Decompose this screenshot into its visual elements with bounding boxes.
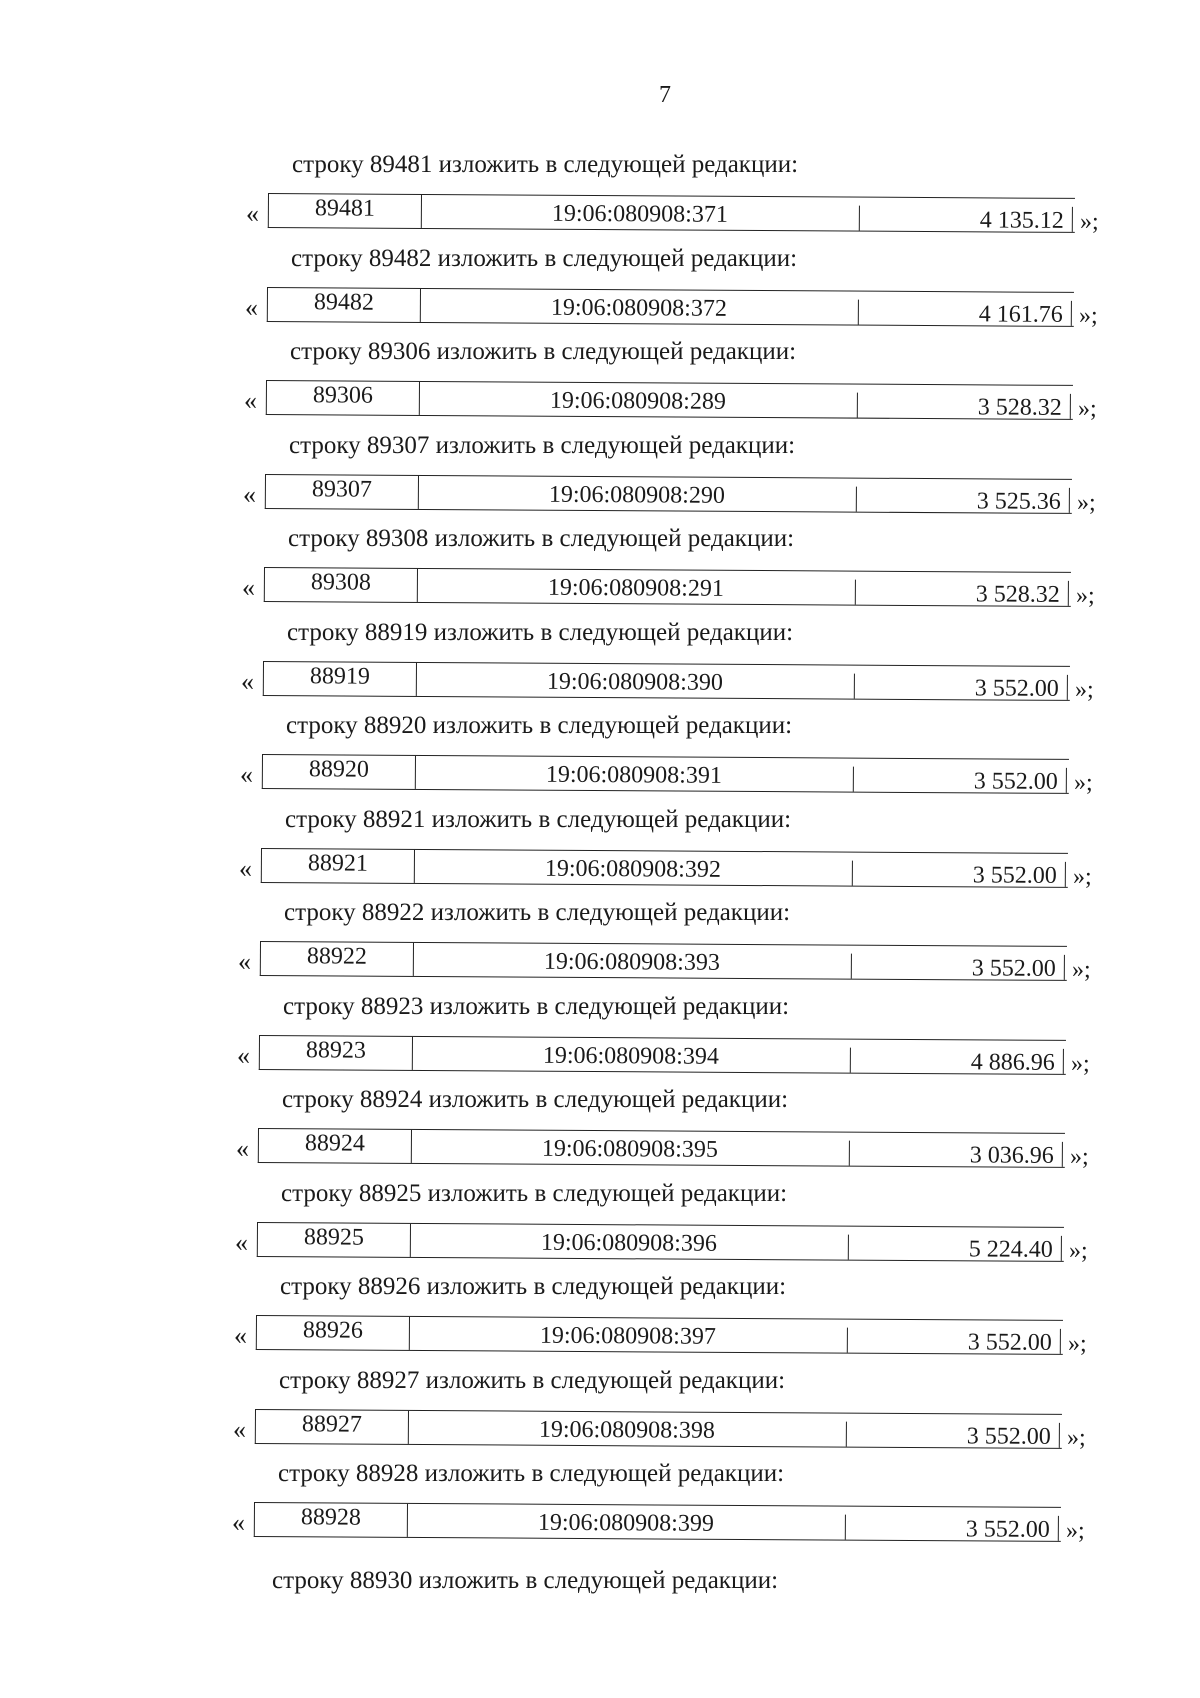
amendment-instruction: строку 89306 изложить в следующей редакции:	[290, 338, 797, 365]
opening-quote: «	[242, 573, 255, 602]
value-cell: 4 135.12	[859, 206, 1073, 232]
amendment-instruction: строку 88925 изложить в следующей редакции:	[281, 1179, 788, 1207]
amendment-entry	[0, 150, 1200, 244]
amended-row	[254, 1502, 1061, 1542]
cadastral-number-cell: 19:06:080908:396	[540, 1229, 717, 1257]
value-cell: 3 528.32	[857, 393, 1071, 419]
amendment-instruction: строку 88923 изложить в следующей редакции:	[283, 992, 790, 1020]
closing-quote: »;	[1069, 1237, 1088, 1264]
amendment-instruction: строку 88924 изложить в следующей редакции:	[282, 1086, 789, 1113]
amendment-instruction: строку 88926 изложить в следующей редакции:	[280, 1273, 787, 1300]
amended-row	[268, 193, 1075, 233]
amendment-entry	[0, 898, 1200, 992]
amendment-instruction: строку 89307 изложить в следующей редакции:	[289, 431, 796, 459]
cadastral-number-cell: 19:06:080908:291	[547, 574, 724, 602]
opening-quote: «	[232, 1508, 245, 1537]
amended-row	[255, 1409, 1062, 1449]
amendment-instruction: строку 88928 изложить в следующей редакции:	[278, 1460, 785, 1487]
row-number-cell: 88922	[261, 942, 414, 976]
opening-quote: «	[246, 199, 259, 228]
value-cell: 4 886.96	[850, 1047, 1064, 1073]
amended-row	[267, 287, 1074, 327]
closing-quote: »;	[1076, 583, 1095, 609]
amendment-instruction: строку 88922 изложить в следующей редакции:	[284, 899, 791, 926]
closing-quote: »;	[1073, 863, 1092, 890]
amended-row	[258, 1128, 1065, 1168]
value-cell: 3 552.00	[853, 767, 1067, 793]
amendment-entry	[0, 1459, 1200, 1553]
closing-quote: »;	[1075, 676, 1094, 703]
opening-quote: «	[244, 386, 257, 415]
value-cell: 3 036.96	[849, 1141, 1063, 1167]
value-cell: 3 528.32	[855, 580, 1069, 606]
closing-quote: »;	[1066, 1518, 1085, 1544]
row-number-cell: 89482	[268, 288, 421, 322]
amendment-entry	[0, 431, 1200, 525]
opening-quote: «	[237, 1040, 250, 1070]
row-number-cell: 88926	[257, 1316, 410, 1350]
opening-quote: «	[238, 947, 251, 976]
row-number-cell: 88928	[255, 1503, 408, 1537]
row-number-cell: 88920	[263, 755, 416, 789]
amendment-entry	[0, 805, 1200, 899]
amended-row	[257, 1222, 1064, 1262]
row-number-cell: 89306	[267, 381, 420, 415]
cadastral-number-cell: 19:06:080908:392	[544, 855, 721, 883]
amendment-instruction: строку 89482 изложить в следующей редакции:	[291, 244, 798, 272]
amendment-entry	[0, 1179, 1200, 1273]
amendment-instruction: строку 88921 изложить в следующей редакции:	[285, 805, 792, 833]
closing-quote: »;	[1068, 1331, 1087, 1357]
amendment-entry	[0, 618, 1200, 712]
cadastral-number-cell: 19:06:080908:394	[542, 1042, 719, 1070]
row-number-cell: 89308	[265, 568, 418, 602]
amended-row	[266, 380, 1073, 420]
value-cell: 3 552.00	[852, 860, 1066, 886]
amendment-entry	[0, 1366, 1200, 1460]
value-cell: 3 552.00	[851, 954, 1065, 980]
value-cell: 4 161.76	[858, 299, 1072, 325]
opening-quote: «	[240, 760, 253, 789]
value-cell: 3 552.00	[847, 1328, 1061, 1354]
closing-quote: »;	[1067, 1424, 1086, 1451]
cadastral-number-cell: 19:06:080908:391	[545, 761, 722, 789]
amended-row	[261, 848, 1068, 888]
amendment-entry	[0, 1272, 1200, 1366]
value-cell: 3 552.00	[846, 1421, 1060, 1447]
amendment-instruction: строку 89308 изложить в следующей редакции:	[288, 525, 795, 552]
page-number: 7	[659, 82, 671, 108]
row-number-cell: 88921	[262, 849, 415, 883]
amended-row	[263, 661, 1070, 701]
row-number-cell: 89307	[266, 475, 419, 509]
closing-quote: »;	[1079, 302, 1098, 329]
amended-row	[262, 754, 1069, 794]
row-number-cell: 88923	[260, 1036, 413, 1070]
closing-quote: »;	[1080, 209, 1099, 235]
opening-quote: «	[234, 1321, 247, 1350]
amended-row	[265, 474, 1072, 514]
closing-quote: »;	[1072, 957, 1091, 983]
opening-quote: «	[243, 479, 256, 509]
opening-quote: «	[245, 292, 258, 322]
amendment-entry	[0, 524, 1200, 618]
cadastral-number-cell: 19:06:080908:290	[548, 481, 725, 509]
cadastral-number-cell: 19:06:080908:398	[538, 1416, 715, 1444]
row-number-cell: 88927	[256, 1410, 409, 1444]
amendment-instruction: строку 88919 изложить в следующей редакции:	[287, 618, 794, 646]
cadastral-number-cell: 19:06:080908:371	[551, 200, 728, 228]
opening-quote: «	[233, 1414, 246, 1444]
amendment-entry	[0, 711, 1200, 805]
amendments-list	[0, 150, 1200, 1553]
final-instruction: строку 88930 изложить в следующей редакции:	[272, 1567, 779, 1594]
cadastral-number-cell: 19:06:080908:397	[539, 1322, 716, 1350]
row-number-cell: 89481	[269, 194, 422, 228]
value-cell: 5 224.40	[848, 1234, 1062, 1260]
cadastral-number-cell: 19:06:080908:372	[550, 294, 727, 322]
cadastral-number-cell: 19:06:080908:390	[546, 668, 723, 696]
amendment-entry	[0, 992, 1200, 1086]
opening-quote: «	[239, 853, 252, 883]
opening-quote: «	[241, 666, 254, 696]
row-number-cell: 88924	[259, 1129, 412, 1163]
row-number-cell: 88919	[264, 662, 417, 696]
closing-quote: »;	[1078, 396, 1097, 422]
amended-row	[260, 941, 1067, 981]
cadastral-number-cell: 19:06:080908:399	[537, 1509, 714, 1537]
opening-quote: «	[235, 1227, 248, 1257]
closing-quote: »;	[1070, 1144, 1089, 1170]
amendment-entry	[0, 337, 1200, 431]
row-number-cell: 88925	[258, 1223, 411, 1257]
amendment-instruction: строку 88920 изложить в следующей редакции:	[286, 712, 793, 739]
cadastral-number-cell: 19:06:080908:395	[541, 1135, 718, 1163]
amendment-instruction: строку 89481 изложить в следующей редакции:	[292, 151, 799, 178]
closing-quote: »;	[1074, 770, 1093, 796]
amendment-instruction: строку 88927 изложить в следующей редакции:	[279, 1366, 786, 1394]
cadastral-number-cell: 19:06:080908:393	[543, 948, 720, 976]
amendment-entry	[0, 1085, 1200, 1179]
closing-quote: »;	[1071, 1050, 1090, 1077]
amendment-entry	[0, 244, 1200, 338]
cadastral-number-cell: 19:06:080908:289	[549, 387, 726, 415]
closing-quote: »;	[1077, 489, 1096, 516]
value-cell: 3 552.00	[845, 1515, 1059, 1541]
value-cell: 3 525.36	[856, 486, 1070, 512]
amended-row	[256, 1315, 1063, 1355]
amended-row	[264, 567, 1071, 607]
amended-row	[259, 1035, 1066, 1075]
opening-quote: «	[236, 1134, 249, 1163]
value-cell: 3 552.00	[854, 673, 1068, 699]
